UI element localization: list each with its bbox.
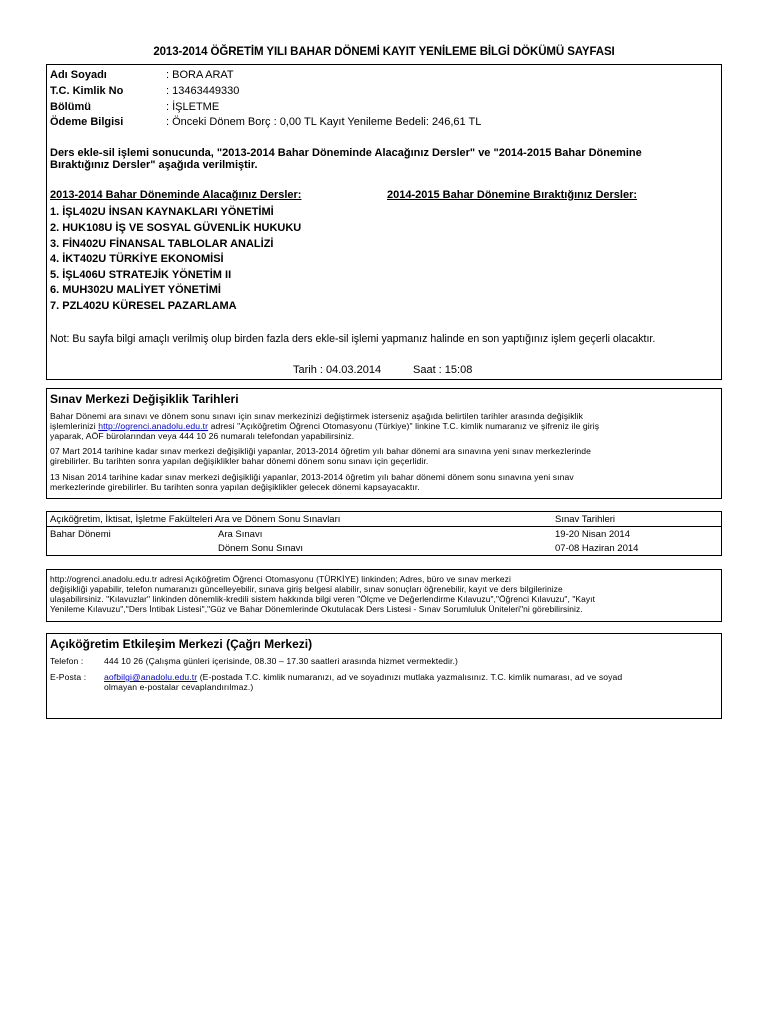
info-label: T.C. Kimlik No (50, 85, 124, 97)
call-center-box (46, 633, 722, 719)
registration-info-box (46, 64, 722, 380)
ogrenci-link[interactable]: http://ogrenci.anadolu.edu.tr (98, 421, 209, 431)
info-value: : İŞLETME (166, 101, 220, 113)
exam-dates-table (46, 511, 722, 556)
course-item: 3. FİN402U FİNANSAL TABLOLAR ANALİZİ (50, 238, 274, 250)
call-center-heading: Açıköğretim Etkileşim Merkezi (Çağrı Merkezi) (50, 637, 313, 651)
table-divider (47, 526, 721, 527)
info-label: Adı Soyadı (50, 69, 107, 81)
course-item: 5. İŞL406U STRATEJİK YÖNETİM II (50, 269, 232, 281)
info-value: : Önceki Dönem Borç : 0,00 TL Kayıt Yenileme Bedeli: 246,61 TL (166, 116, 482, 128)
table-cell-exam: Dönem Sonu Sınavı (218, 543, 304, 554)
paragraph-line: merkezlerinde girebilirler. Bu tarihten sonra yapılan değişiklikler gelecek dönemi kapsayacaktır. (50, 482, 420, 492)
paragraph-line: Yenileme Kılavuzu","Ders İntibak Listesi","Güz ve Bahar Dönemlerinde Okutulacak Ders Listesi - Sınav Sorumluluk Üniteleri"ni görebilirsiniz. (50, 604, 583, 614)
info-label: Bölümü (50, 101, 91, 113)
exam-center-paragraph-2 (50, 446, 722, 466)
paragraph-line: Bahar Dönemi ara sınavı ve dönem sonu sınavı için sınav merkezinizi değiştirmek isterseniz aşağıda belirtilen tarihler arasında değişiklik (50, 411, 584, 421)
taken-courses-heading: 2013-2014 Bahar Döneminde Alacağınız Dersler: (50, 189, 302, 201)
phone-label: Telefon : (50, 656, 84, 666)
info-value: : 13463449330 (166, 85, 240, 97)
exam-center-box (46, 388, 722, 499)
ekle-sil-intro (50, 147, 720, 171)
table-cell-date: 19-20 Nisan 2014 (555, 529, 630, 540)
table-header-exams: Açıköğretim, İktisat, İşletme Fakülteleri Ara ve Dönem Sonu Sınavları (50, 514, 341, 525)
page-title: 2013-2014 ÖĞRETİM YILI BAHAR DÖNEMİ KAYIT YENİLEME BİLGİ DÖKÜMÜ SAYFASI (153, 46, 615, 58)
info-label: Ödeme Bilgisi (50, 116, 124, 128)
automation-info-text (50, 574, 722, 614)
line-text: işlemlerinizi (50, 421, 99, 431)
paragraph-line: 07 Mart 2014 tarihine kadar sınav merkezi değişikliği yapanlar, 2013-2014 öğretim yılı bahar dönemi ara sınavına yeni sınav merkezlerinde (50, 446, 592, 456)
email-link[interactable]: aofbilgi@anadolu.edu.tr (104, 672, 198, 682)
exam-center-paragraph-1 (50, 411, 722, 441)
course-item: 2. HUK108U İŞ VE SOSYAL GÜVENLİK HUKUKU (50, 222, 302, 234)
note-text: Not: Bu sayfa bilgi amaçlı verilmiş olup birden fazla ders ekle-sil işlemi yapmanız halinde en son yaptığınız işlem geçerli olacaktır. (50, 333, 656, 345)
exam-center-paragraph-3 (50, 472, 722, 492)
course-item: 7. PZL402U KÜRESEL PAZARLAMA (50, 300, 237, 312)
line-text: adresi "Açıköğretim Öğrenci Otomasyonu (Türkiye)" linkine T.C. kimlik numaranız ve şifreniz ile giriş (208, 421, 600, 431)
paragraph-line (104, 672, 720, 682)
phone-value: 444 10 26 (Çalışma günleri içerisinde, 08.30 – 17.30 saatleri arasında hizmet vermektedir.) (104, 656, 458, 666)
email-text (104, 672, 720, 692)
line-text: (E-postada T.C. kimlik numaranızı, ad ve soyadınızı mutlaka yazmalısınız. T.C. kimlik numarası, ad ve soyad (197, 672, 623, 682)
automation-info-box (46, 569, 722, 622)
paragraph-line: yaparak, AÖF bürolarından veya 444 10 26 numaralı telefondan yapabilirsiniz. (50, 431, 355, 441)
date-text: Tarih : 04.03.2014 (293, 364, 382, 376)
table-cell-date: 07-08 Haziran 2014 (555, 543, 639, 554)
exam-center-heading: Sınav Merkezi Değişiklik Tarihleri (50, 392, 239, 406)
paragraph-line: değişikliği yapabilir, telefon numaranızı güncelleyebilir, sınava giriş belgesi alabilir, sınav sonuçları öğrenebilir, kayıt ve ders bilgilerinize (50, 584, 563, 594)
intro-line: Bıraktığınız Dersler" aşağıda verilmiştir. (50, 159, 258, 171)
paragraph-line: http://ogrenci.anadolu.edu.tr adresi Açıköğretim Öğrenci Otomasyonu (TÜRKİYE) linkinden; Adres, büro ve sınav merkezi (50, 574, 511, 584)
left-courses-heading: 2014-2015 Bahar Dönemine Bıraktığınız Dersler: (387, 189, 638, 201)
course-item: 6. MUH302U MALİYET YÖNETİMİ (50, 284, 221, 296)
email-label: E-Posta : (50, 672, 87, 682)
time-text: Saat : 15:08 (413, 364, 473, 376)
info-value: : BORA ARAT (166, 69, 234, 81)
table-cell-exam: Ara Sınavı (218, 529, 263, 540)
table-header-dates: Sınav Tarihleri (555, 514, 616, 525)
paragraph-line (50, 421, 722, 431)
intro-line: Ders ekle-sil işlemi sonucunda, "2013-2014 Bahar Döneminde Alacağınız Dersler" ve "2014-2015 Bahar Dönemine (50, 147, 642, 159)
paragraph-line: ulaşabilirsiniz. "Kılavuzlar" linkinden dönemlik-kredili sistem hakkında bilgi veren "Ölçme ve Değerlendirme Kılavuzu","Öğrenci Kılavuzu", "Kayıt (50, 594, 596, 604)
table-cell-term: Bahar Dönemi (50, 529, 111, 540)
course-item: 1. İŞL402U İNSAN KAYNAKLARI YÖNETİMİ (50, 206, 274, 218)
paragraph-line: 13 Nisan 2014 tarihine kadar sınav merkezi değişikliği yapanlar, 2013-2014 öğretim yılı bahar dönemi dönem sonu sınavına yeni sınav (50, 472, 574, 482)
paragraph-line: olmayan e-postalar cevaplandırılmaz.) (104, 682, 254, 692)
course-item: 4. İKT402U TÜRKİYE EKONOMİSİ (50, 253, 224, 265)
paragraph-line: girebilirler. Bu tarihten sonra yapılan değişiklikler bahar dönemi dönem sonu sınavı için geçerlidir. (50, 456, 429, 466)
